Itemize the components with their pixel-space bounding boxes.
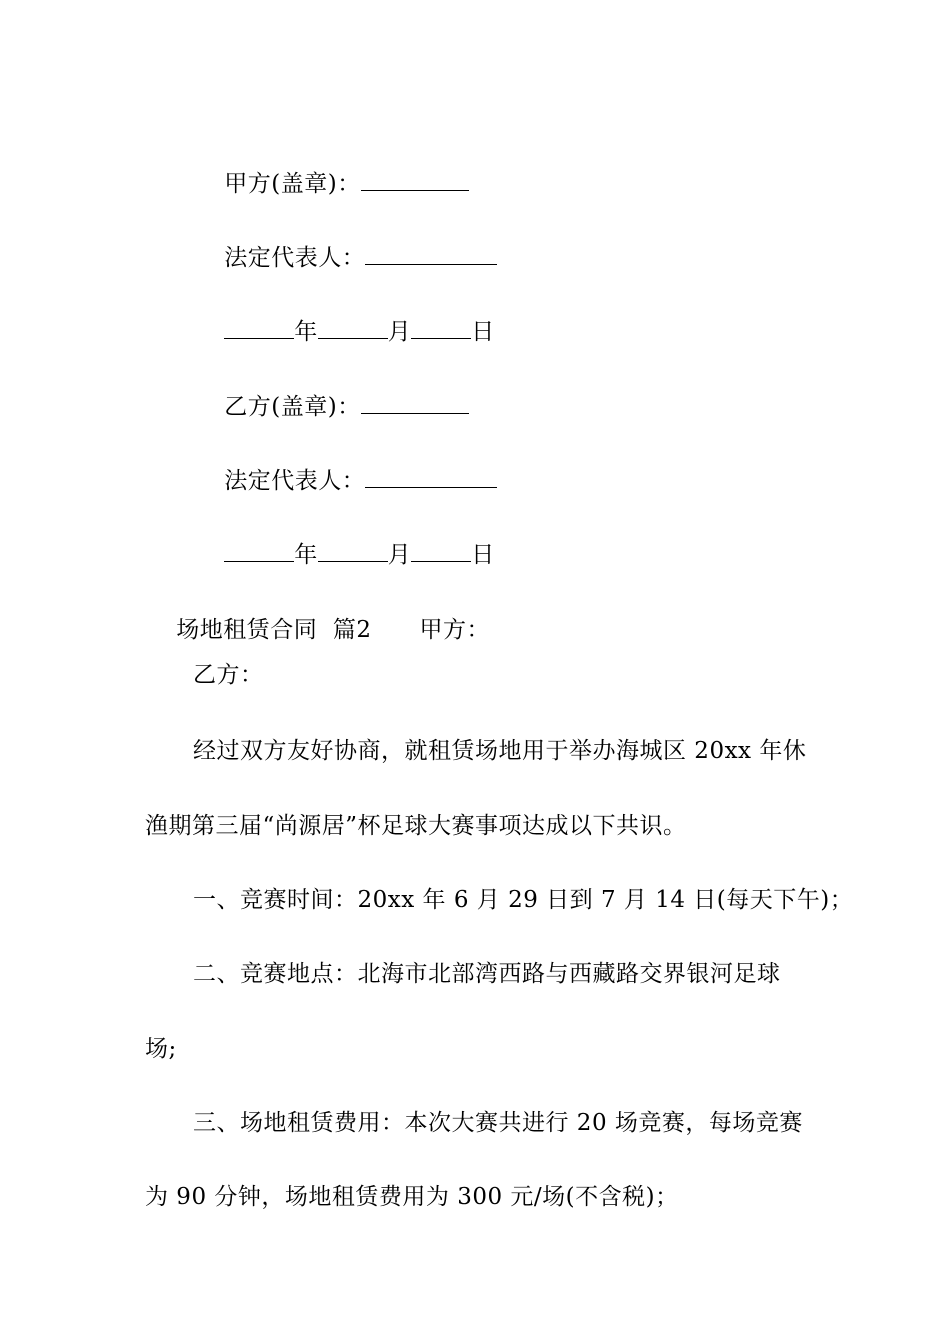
party-a-day-blank	[411, 316, 471, 339]
intro-paragraph-line-2: 渔期第三届“尚源居”杯足球大赛事项达成以下共识。	[145, 813, 687, 839]
party-a-seal-blank	[361, 168, 469, 191]
party-a-year-label: 年	[294, 319, 318, 345]
party-a-rep-blank	[365, 242, 497, 265]
party-b-seal-label: 乙方(盖章)：	[224, 394, 361, 420]
party-b-month-blank	[318, 539, 388, 562]
party-b-year-blank	[224, 539, 294, 562]
party-a-month-blank	[318, 316, 388, 339]
party-a-seal-label: 甲方(盖章)：	[224, 171, 361, 197]
party-b-heading: 乙方：	[193, 662, 264, 688]
party-a-year-blank	[224, 316, 294, 339]
party-b-month-label: 月	[387, 542, 412, 568]
party-b-rep-label: 法定代表人：	[224, 468, 366, 494]
clause-2-venue-line-1: 二、竞赛地点：北海市北部湾西路与西藏路交界银河足球	[193, 961, 781, 987]
party-b-year-label: 年	[294, 542, 318, 568]
party-b-day-blank	[411, 539, 471, 562]
contract-title: 场地租赁合同 篇2	[176, 617, 372, 643]
clause-3-fee-line-2: 为 90 分钟，场地租赁费用为 300 元/场(不含税)；	[145, 1184, 679, 1210]
clause-3-fee-line-1: 三、场地租赁费用：本次大赛共进行 20 场竞赛，每场竞赛	[193, 1110, 803, 1136]
heading-party-a: 甲方：	[419, 617, 491, 643]
party-a-day-label: 日	[471, 319, 495, 345]
party-a-month-label: 月	[387, 319, 412, 345]
clause-2-venue-line-2: 场;	[145, 1036, 177, 1062]
party-b-day-label: 日	[471, 542, 495, 568]
party-b-seal-blank	[361, 391, 469, 414]
party-a-rep-label: 法定代表人：	[224, 245, 366, 271]
clause-1-time: 一、竞赛时间：20xx 年 6 月 29 日到 7 月 14 日(每天下午)；	[193, 887, 854, 913]
party-b-rep-blank	[365, 465, 497, 488]
intro-paragraph-line-1: 经过双方友好协商，就租赁场地用于举办海城区 20xx 年休	[193, 738, 807, 764]
